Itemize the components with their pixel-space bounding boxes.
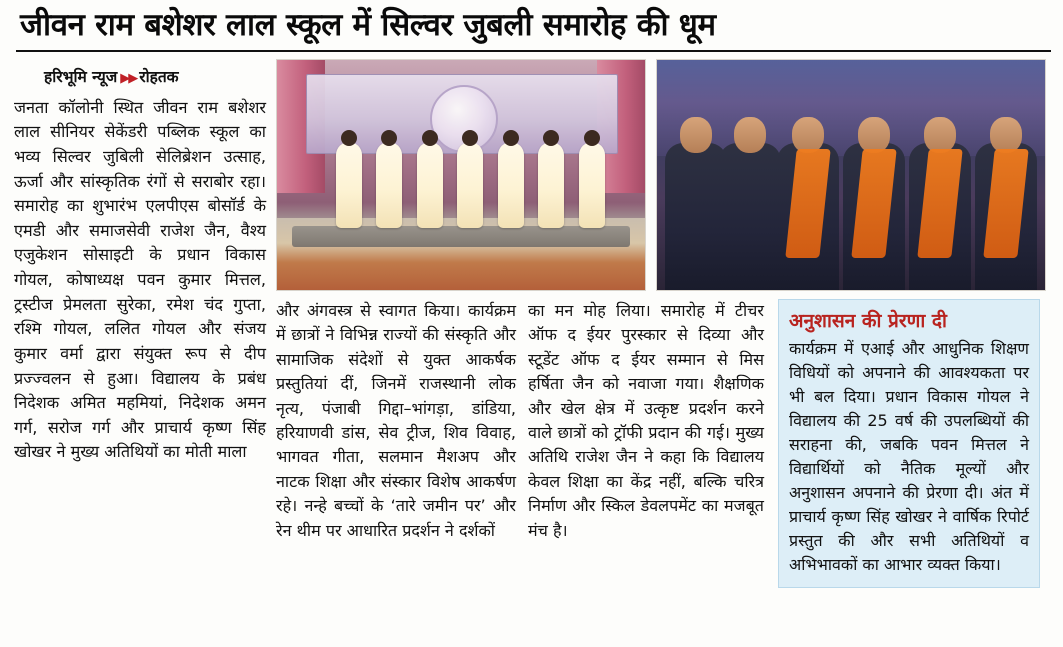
dancer-figure — [538, 142, 564, 228]
byline-arrows-icon: ▶▶ — [120, 70, 137, 86]
person-figure — [719, 143, 781, 290]
dignitaries-group-photo — [656, 59, 1046, 291]
paragraph-three: का मन मोह लिया। समारोह में टीचर ऑफ द ईयर पुरस्कार से दिव्या और स्टूडेंट ऑफ द ईयर सम्मान से मिस हर्षिता जैन को नवाजा गया। शैक्षणिक और खेल क्षेत्र में उत्कृष्ट प्रदर्शन करने वाले छात्रों को ट्रॉफी प्रदान की गई। मुख्य अतिथि राजेश जैन ने कहा कि विद्यालय केवल शिक्षा का केंद्र नहीं, बल्कि चरित्र निर्माण और स्किल डेवलपमेंट का मजबूत मंच है। — [528, 300, 764, 540]
highlight-box — [778, 299, 1040, 588]
column-four — [778, 299, 1040, 588]
person-figure-with-sash — [777, 143, 839, 290]
paragraph-one: जनता कॉलोनी स्थित जीवन राम बशेशर लाल सीनियर सेकेंडरी पब्लिक स्कूल का भव्य सिल्वर जुबिली सेलिब्रेशन उत्साह, ऊर्जा और सांस्कृतिक रंगों से सराबोर रहा। समारोह का शुभारंभ एलपीएस बोसॉर्ड के एमडी और समाजसेवी राजेश जैन, वैश्य एजुकेशन सोसाइटी के प्रधान विकास गोयल, कोषाध्यक्ष पवन कुमार मित्तल, ट्रस्टीज प्रेमलता सुरेका, रमेश चंद गुप्ता, रश्मि गोयल, ललित गोयल और संजय कुमार वर्मा द्वारा संयुक्त रूप से दीप प्रज्ज्वलन से हुआ। विद्यालय के प्रबंध निदेशक अमित महमियां, निदेशक अमन गर्ग, सरोज गर्ग और प्राचार्य कृष्ण सिंह खोखर ने मुख्य अतिथियों का मोती माला — [14, 97, 266, 462]
person-figure — [665, 143, 727, 290]
dancer-figure — [498, 142, 524, 228]
article-body — [14, 59, 1053, 588]
lower-columns — [276, 299, 1053, 588]
person-figure-with-sash — [909, 143, 971, 290]
headline-divider — [16, 50, 1051, 52]
person-figure-with-sash — [975, 143, 1037, 290]
dancer-figure — [336, 142, 362, 228]
highlight-box-text: कार्यक्रम में एआई और आधुनिक शिक्षण विधियों को अपनाने की आवश्यकता पर भी बल दिया। प्रधान विकास गोयल ने विद्यालय की 25 वर्ष की उपलब्धियों की सराहना की, जबकि पवन मित्तल ने विद्यार्थियों को नैतिक मूल्यों और अनुशासन अपनाने की प्रेरणा दी। अंत में प्राचार्य कृष्ण सिंह खोखर ने वार्षिक रिपोर्ट प्रस्तुत की और सभी अतिथियों व अभिभावकों का आभार व्यक्त किया। — [789, 338, 1029, 574]
page-title: जीवन राम बशेशर लाल स्कूल में सिल्वर जुबली समारोह की धूम — [20, 7, 716, 43]
byline-location: रोहतक — [139, 67, 179, 86]
stage-floor — [277, 218, 645, 289]
photo-row — [276, 59, 1053, 291]
stage-performance-photo — [276, 59, 646, 291]
byline-source: हरिभूमि न्यूज — [44, 67, 118, 86]
right-region — [276, 59, 1053, 588]
dancer-figure — [417, 142, 443, 228]
column-three — [528, 299, 764, 544]
column-two — [276, 299, 516, 544]
group-photo-backdrop — [657, 60, 1045, 157]
dancer-figure — [457, 142, 483, 228]
column-one — [14, 59, 266, 465]
paragraph-two: और अंगवस्त्र से स्वागत किया। कार्यक्रम में छात्रों ने विभिन्न राज्यों की संस्कृति और सामाजिक संदेशों से युक्त आकर्षक प्रस्तुतियां दीं, जिनमें राजस्थानी लोक नृत्य, पंजाबी गिद्दा–भांगड़ा, डांडिया, हरियाणवी डांस, सेव ट्रीज, शिव विवाह, भागवत गीता, सलमान मैशअप और नाटक शिक्षा और संस्कार विशेष आकर्षण रहे। नन्हे बच्चों के ‘तारे जमीन पर’ और रेन थीम पर आधारित प्रदर्शन ने दर्शकों — [276, 300, 516, 540]
dancer-figure — [376, 142, 402, 228]
person-figure-with-sash — [843, 143, 905, 290]
dancer-figure — [579, 142, 605, 228]
byline — [44, 65, 266, 87]
highlight-box-title: अनुशासन की प्रेरणा दी — [789, 309, 947, 332]
